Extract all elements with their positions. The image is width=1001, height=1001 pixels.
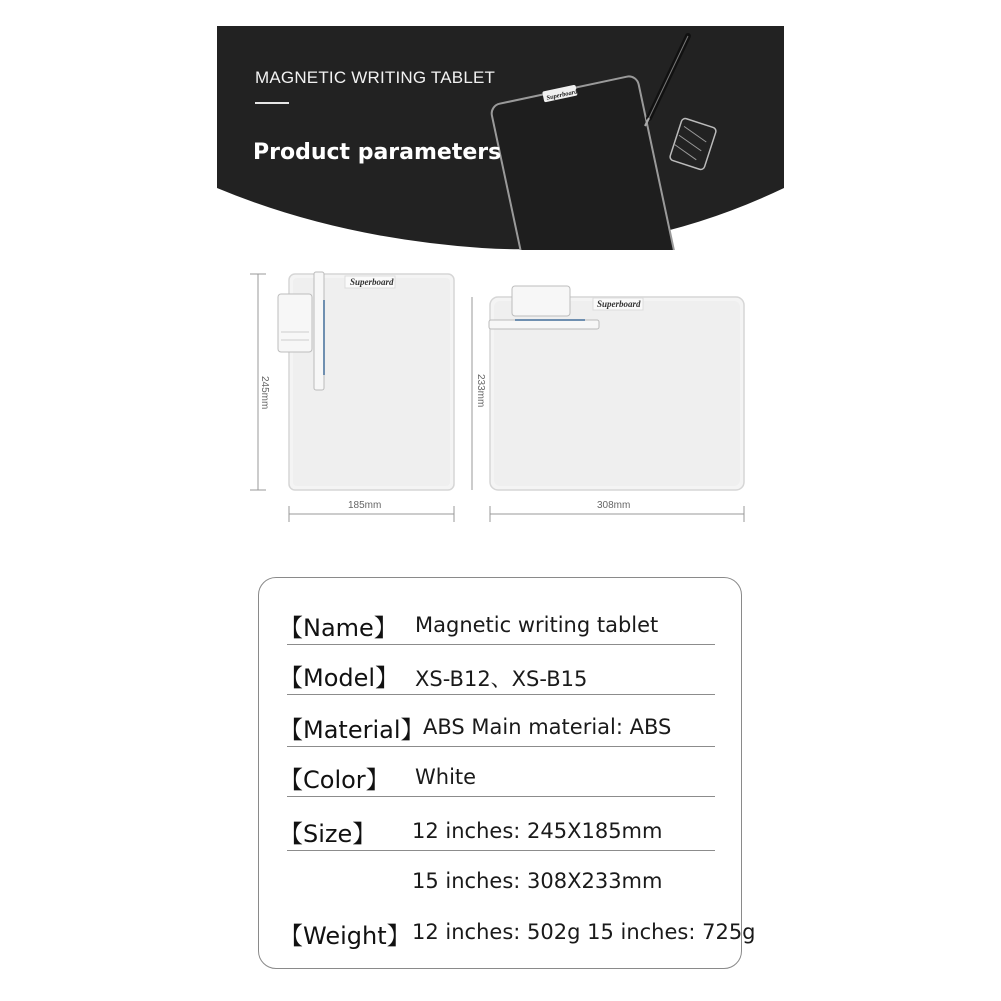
spec-value-size-12: 12 inches: 245X185mm	[412, 819, 663, 843]
divider	[287, 644, 715, 645]
large-tablet-width-label: 308mm	[597, 500, 631, 511]
spec-card	[258, 577, 756, 969]
spec-label-material: 【Material】	[279, 716, 425, 744]
divider	[287, 850, 715, 851]
spec-label-color: 【Color】	[279, 766, 390, 794]
divider	[287, 694, 715, 695]
tablet-brand-text: Superboard	[545, 88, 579, 102]
spec-value-weight: 12 inches: 502g 15 inches: 725g	[412, 920, 756, 944]
banner-title: Product parameters	[253, 140, 502, 165]
spec-label-weight: 【Weight】	[279, 922, 411, 950]
large-tablet-height-label: 233mm	[475, 374, 486, 408]
large-tablet-brand: Superboard	[597, 299, 641, 309]
divider	[287, 796, 715, 797]
small-tablet-height-label: 245mm	[259, 376, 270, 410]
spec-label-name: 【Name】	[279, 614, 398, 642]
banner-subtitle: MAGNETIC WRITING TABLET	[255, 68, 496, 87]
small-tablet-width-label: 185mm	[348, 500, 382, 511]
spec-label-size: 【Size】	[279, 820, 377, 848]
spec-value-model: XS-B12、XS-B15	[415, 667, 588, 691]
spec-label-model: 【Model】	[279, 664, 400, 692]
spec-value-size-15: 15 inches: 308X233mm	[412, 869, 663, 893]
spec-value-material: ABS Main material: ABS	[423, 715, 672, 739]
small-tablet	[278, 272, 454, 490]
spec-value-color: White	[415, 765, 477, 789]
spec-value-name: Magnetic writing tablet	[415, 613, 659, 637]
large-tablet	[489, 286, 744, 490]
divider	[287, 746, 715, 747]
small-tablet-brand: Superboard	[350, 277, 394, 287]
